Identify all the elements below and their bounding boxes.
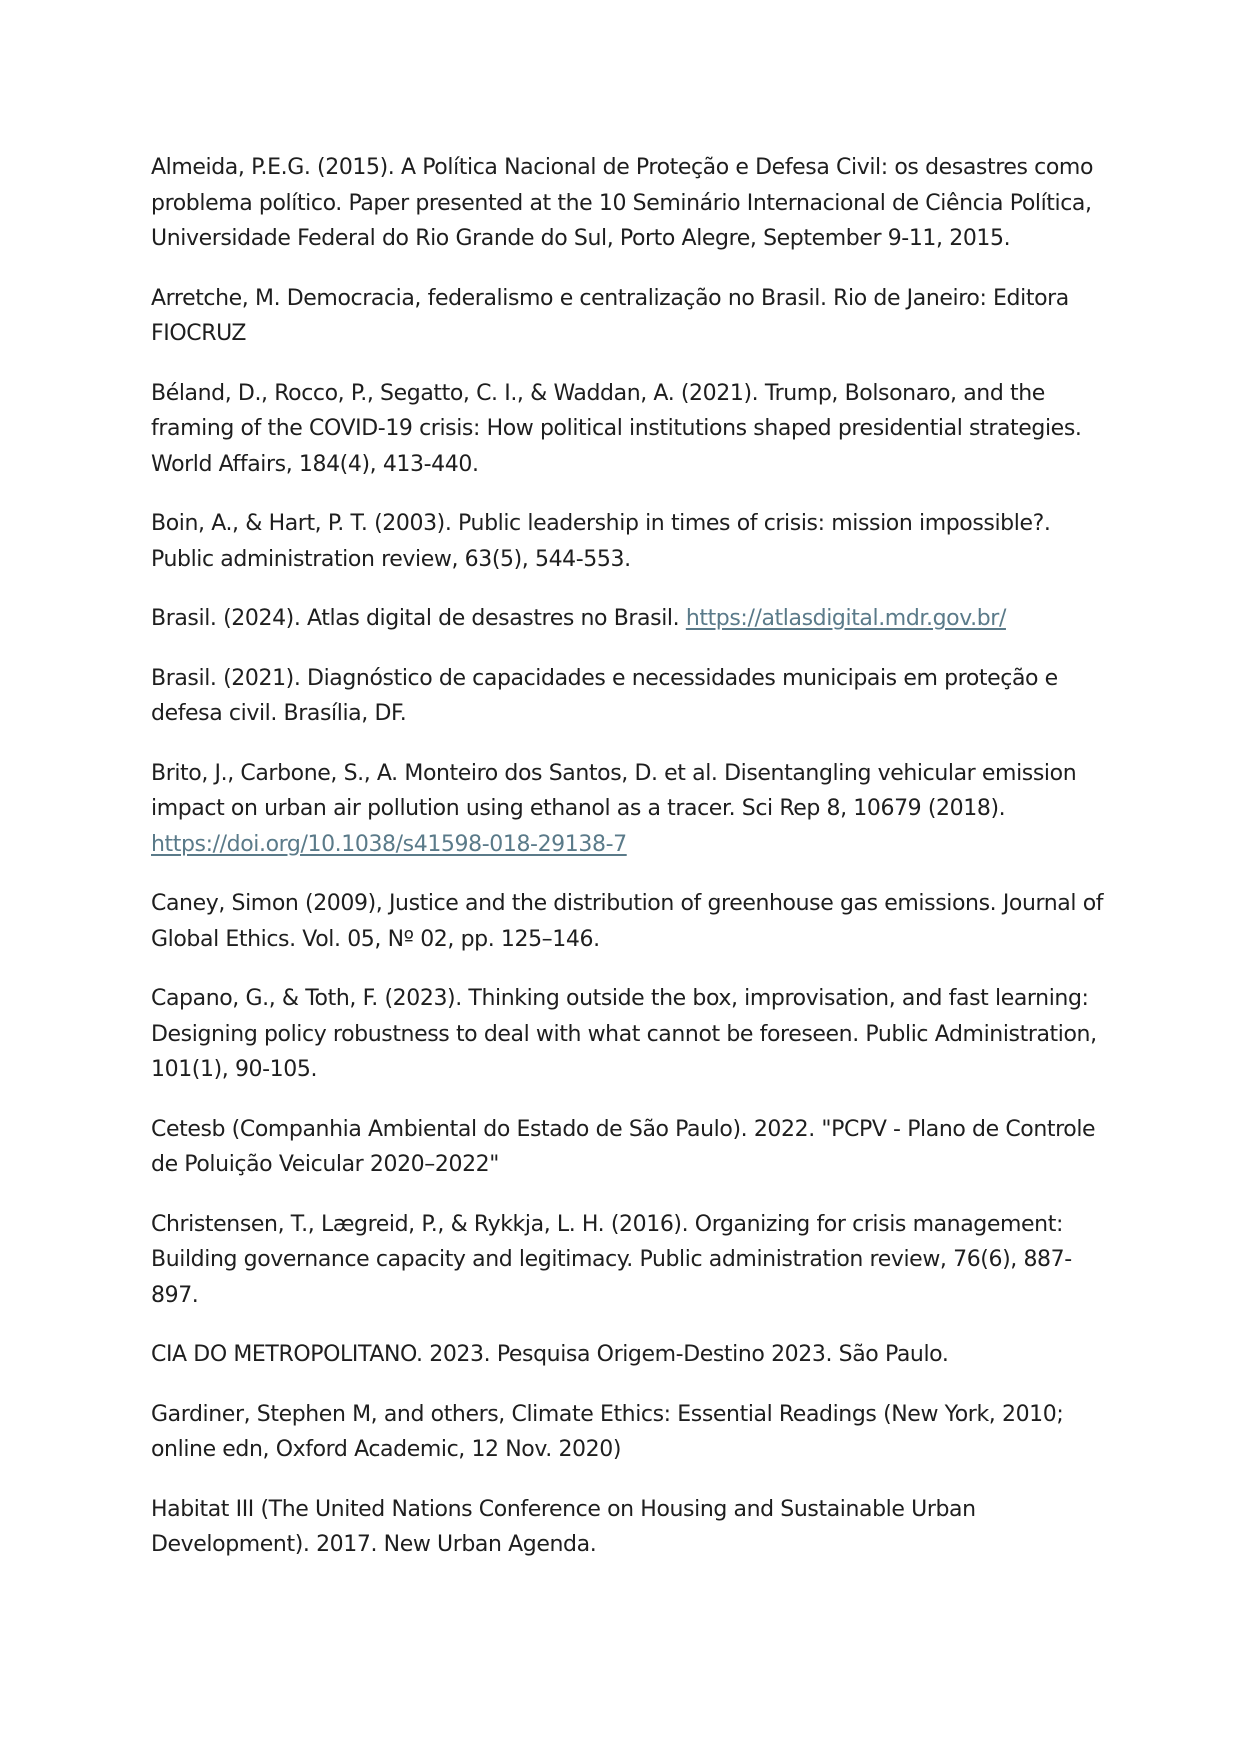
reference-list: [151, 150, 1111, 1587]
reference-entry: [151, 281, 1111, 352]
reference-entry: [151, 1337, 1111, 1373]
reference-text: Capano, G., & Toth, F. (2023). Thinking outside the box, improvisation, and fast learning: Designing policy robustness to deal with what cannot be foreseen. Public Administration, 101(1), 90-105.: [151, 986, 1097, 1082]
reference-text: CIA DO METROPOLITANO. 2023. Pesquisa Origem-Destino 2023. São Paulo.: [151, 1342, 949, 1367]
reference-link[interactable]: https://atlasdigital.mdr.gov.br/: [685, 606, 1006, 631]
reference-text: Boin, A., & Hart, P. T. (2003). Public leadership in times of crisis: mission impossible?. Public administration review, 63(5), 544-553.: [151, 511, 1051, 572]
reference-entry: [151, 150, 1111, 257]
reference-entry: [151, 506, 1111, 577]
reference-entry: [151, 981, 1111, 1088]
reference-text: Brito, J., Carbone, S., A. Monteiro dos Santos, D. et al. Disentangling vehicular emission impact on urban air pollution using ethanol as a tracer. Sci Rep 8, 10679 (2018).: [151, 760, 1077, 821]
reference-text: Caney, Simon (2009), Justice and the distribution of greenhouse gas emissions. Journal of Global Ethics. Vol. 05, Nº 02, pp. 125–146.: [151, 891, 1104, 952]
reference-entry: [151, 756, 1111, 863]
reference-text: Arretche, M. Democracia, federalismo e centralização no Brasil. Rio de Janeiro: Editora FIOCRUZ: [151, 285, 1069, 346]
reference-text: Brasil. (2021). Diagnóstico de capacidades e necessidades municipais em proteção e defesa civil. Brasília, DF.: [151, 665, 1058, 726]
reference-entry: [151, 1112, 1111, 1183]
reference-text: Habitat III (The United Nations Conference on Housing and Sustainable Urban Development). 2017. New Urban Agenda.: [151, 1496, 976, 1557]
reference-entry: [151, 1492, 1111, 1563]
reference-text: Béland, D., Rocco, P., Segatto, C. I., & Waddan, A. (2021). Trump, Bolsonaro, and the framing of the COVID-19 crisis: How political institutions shaped presidential strategies. World Affairs, 184(4), 413-440.: [151, 380, 1082, 477]
reference-entry: [151, 1397, 1111, 1468]
reference-entry: [151, 376, 1111, 483]
reference-text: Almeida, P.E.G. (2015). A Política Nacional de Proteção e Defesa Civil: os desastres como problema político. Paper presented at the 10 Seminário Internacional de Ciência Política, Universidade Federal do Rio Grande do Sul, Porto Alegre, September 9-11, 2015.: [151, 155, 1094, 251]
reference-entry: [151, 886, 1111, 957]
reference-text: Cetesb (Companhia Ambiental do Estado de São Paulo). 2022. "PCPV - Plano de Controle de Poluição Veicular 2020–2022": [151, 1116, 1096, 1177]
reference-entry: [151, 661, 1111, 732]
reference-link[interactable]: https://doi.org/10.1038/s41598-018-29138-7: [151, 831, 627, 857]
reference-text: Brasil. (2024). Atlas digital de desastres no Brasil.: [151, 606, 686, 631]
reference-text: Gardiner, Stephen M, and others, Climate Ethics: Essential Readings (New York, 2010; online edn, Oxford Academic, 12 Nov. 2020): [151, 1401, 1064, 1462]
reference-entry: [151, 1207, 1111, 1314]
reference-text: Christensen, T., Lægreid, P., & Rykkja, L. H. (2016). Organizing for crisis management: Building governance capacity and legitimacy. Public administration review, 76(6), 887-897.: [151, 1211, 1072, 1308]
reference-entry: [151, 601, 1111, 637]
